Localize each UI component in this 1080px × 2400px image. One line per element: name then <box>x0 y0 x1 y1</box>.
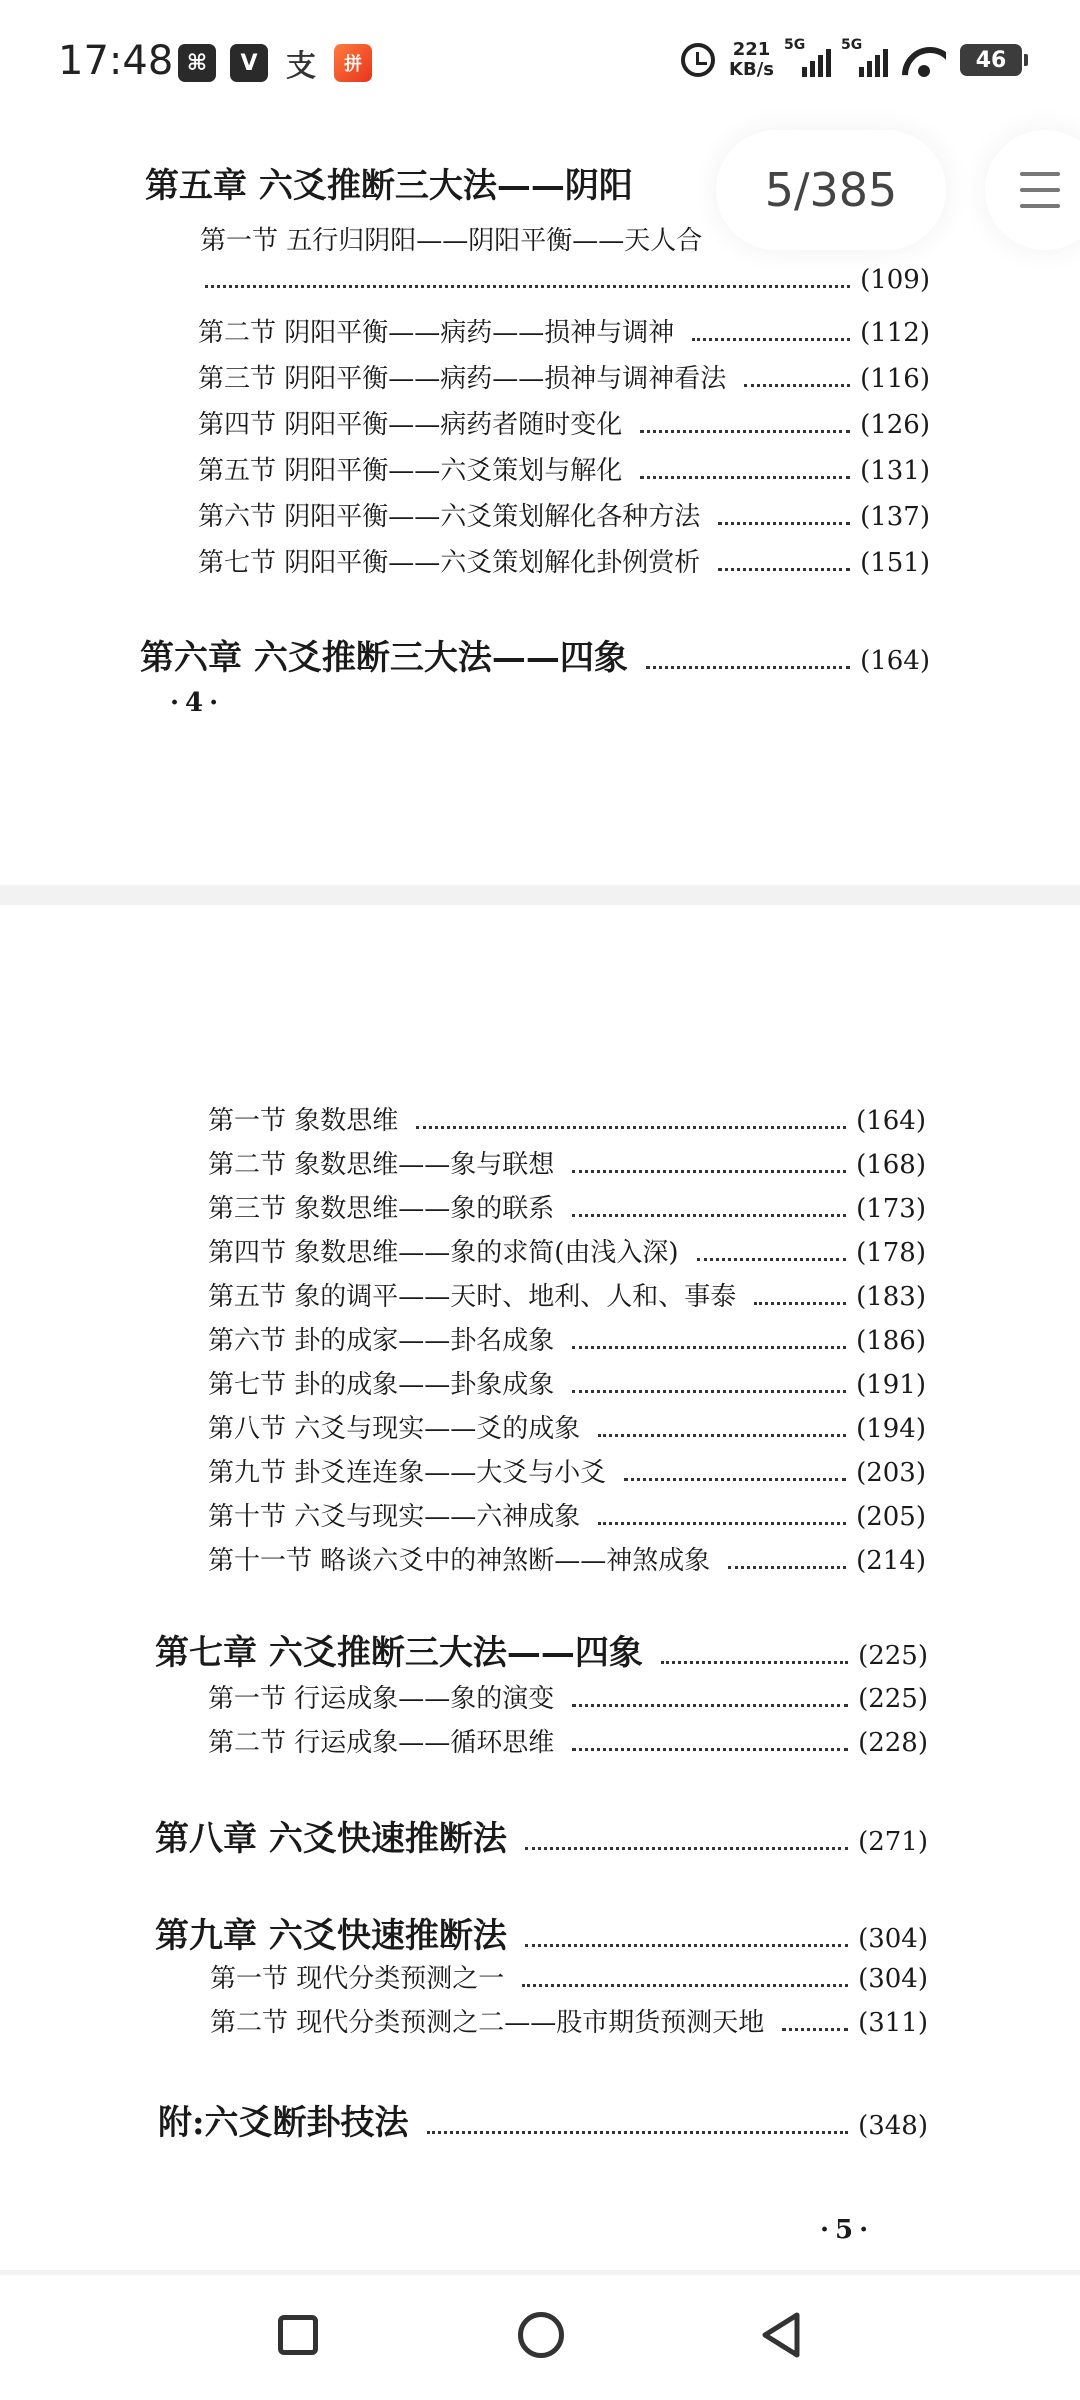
page-folio: ·4· <box>170 688 225 718</box>
toc-section-title: 第二节 象数思维——象与联想 <box>208 1150 555 1180</box>
toc-section[interactable] <box>208 1452 926 1489</box>
toc-page-number: (225) <box>858 1684 928 1714</box>
toc-page-number: (116) <box>860 364 930 394</box>
toc-section-continuation[interactable] <box>205 265 930 296</box>
toc-chapter-title: 第九章 六爻快速推断法 <box>155 1916 507 1956</box>
toc-page-number: (183) <box>856 1282 926 1312</box>
toc-section-title: 第一节 行运成象——象的演变 <box>208 1684 555 1714</box>
toc-section-title: 第五节 阴阳平衡——六爻策划与解化 <box>198 456 623 486</box>
toc-appendix[interactable] <box>158 2095 928 2144</box>
network-speed-unit: KB/s <box>729 59 774 80</box>
toc-section-title: 第六节 阴阳平衡——六爻策划解化各种方法 <box>198 502 701 532</box>
toc-section-title: 第六节 卦的成家——卦名成象 <box>208 1326 555 1356</box>
toc-leader-dots <box>718 568 850 571</box>
toc-page-number: (191) <box>856 1370 926 1400</box>
toc-leader-dots <box>640 430 850 433</box>
toc-chapter-title: 第六章 六爻推断三大法——四象 <box>140 638 628 678</box>
toc-page-number: (168) <box>856 1150 926 1180</box>
toc-leader-dots <box>661 1661 848 1664</box>
toc-chapter-title: 第五章 六爻推断三大法——阴阳 <box>145 166 633 206</box>
status-clock: 17:48 <box>58 38 174 84</box>
toc-section[interactable] <box>208 1364 926 1401</box>
toc-chapter-title: 第八章 六爻快速推断法 <box>155 1819 507 1859</box>
signal-label-sim2: 5G <box>841 37 863 53</box>
toc-section[interactable] <box>198 542 930 579</box>
toc-section[interactable] <box>208 1678 928 1715</box>
toc-chapter-8[interactable] <box>155 1811 928 1860</box>
home-button[interactable] <box>518 2312 564 2358</box>
toc-page-number: (304) <box>858 1964 928 1994</box>
app-notification-icon: ⌘ <box>178 44 216 82</box>
document-page[interactable] <box>0 905 1080 2270</box>
toc-leader-dots <box>572 1170 846 1173</box>
toc-section[interactable] <box>208 1320 926 1357</box>
toc-section[interactable] <box>208 1188 926 1225</box>
battery-icon: 46 <box>960 44 1022 76</box>
toc-section-title: 第七节 阴阳平衡——六爻策划解化卦例赏析 <box>198 548 701 578</box>
toc-section[interactable] <box>208 1496 926 1533</box>
toc-chapter-title: 第七章 六爻推断三大法——四象 <box>155 1633 643 1673</box>
toc-page-number: (173) <box>856 1194 926 1224</box>
toc-page-number: (203) <box>856 1458 926 1488</box>
toc-section[interactable] <box>208 1276 926 1313</box>
toc-section-title: 第二节 行运成象——循环思维 <box>208 1728 555 1758</box>
toc-page-number: (109) <box>860 265 930 295</box>
menu-icon-bar <box>1020 188 1060 192</box>
toc-page-number: (225) <box>858 1641 928 1671</box>
menu-icon-bar <box>1020 204 1060 208</box>
toc-section-title: 第二节 阴阳平衡——病药——损神与调神 <box>198 318 675 348</box>
toc-page-number: (131) <box>860 456 930 486</box>
toc-section-title: 第十一节 略谈六爻中的神煞断——神煞成象 <box>208 1546 711 1576</box>
toc-leader-dots <box>692 338 850 341</box>
toc-page-number: (151) <box>860 548 930 578</box>
toc-chapter-5[interactable] <box>145 158 705 207</box>
toc-section[interactable] <box>210 2002 928 2039</box>
toc-chapter-7[interactable] <box>155 1625 928 1674</box>
toc-section-title: 第九节 卦爻连连象——大爻与小爻 <box>208 1458 607 1488</box>
toc-section-title: 第三节 阴阳平衡——病药——损神与调神看法 <box>198 364 727 394</box>
toc-leader-dots <box>697 1258 847 1261</box>
alipay-notification-icon: 支 <box>286 49 316 84</box>
toc-page-number: (194) <box>856 1414 926 1444</box>
toc-section[interactable] <box>208 1408 926 1445</box>
toc-chapter-6[interactable] <box>140 630 930 679</box>
toc-leader-dots <box>754 1302 846 1305</box>
toc-section[interactable] <box>198 312 930 349</box>
toc-leader-dots <box>572 1214 846 1217</box>
toc-leader-dots <box>572 1704 848 1707</box>
toc-section[interactable] <box>200 220 725 257</box>
toc-leader-dots <box>416 1126 846 1129</box>
toc-page-number: (164) <box>856 1106 926 1136</box>
toc-section[interactable] <box>208 1722 928 1759</box>
signal-icon-sim1 <box>784 37 831 77</box>
toc-section[interactable] <box>198 404 930 441</box>
toc-leader-dots <box>525 1944 848 1947</box>
page-indicator[interactable]: 5/385 <box>716 130 946 250</box>
toc-section[interactable] <box>198 450 930 487</box>
toc-section-title: 第三节 象数思维——象的联系 <box>208 1194 555 1224</box>
recents-button[interactable] <box>278 2315 318 2355</box>
toc-page-number: (112) <box>860 318 930 348</box>
toc-section-title: 第五节 象的调平——天时、地利、人和、事泰 <box>208 1282 737 1312</box>
toc-section-title: 第一节 现代分类预测之一 <box>210 1964 505 1994</box>
toc-page-number: (304) <box>858 1924 928 1954</box>
toc-leader-dots <box>646 666 850 669</box>
toc-page-number: (348) <box>858 2111 928 2141</box>
toc-leader-dots <box>782 2028 848 2031</box>
toc-section[interactable] <box>198 358 930 395</box>
toc-leader-dots <box>744 384 850 387</box>
signal-label-sim1: 5G <box>784 37 806 53</box>
network-speed-value: 221 <box>732 39 771 60</box>
shopping-app-notification-icon: 拼 <box>334 44 372 82</box>
toc-section[interactable] <box>208 1100 926 1137</box>
wifi-icon <box>902 43 946 77</box>
toc-section-title: 第四节 象数思维——象的求简(由浅入深) <box>208 1238 679 1268</box>
toc-leader-dots <box>728 1566 846 1569</box>
toc-page-number: (178) <box>856 1238 926 1268</box>
menu-icon-bar <box>1020 172 1060 176</box>
toc-page-number: (126) <box>860 410 930 440</box>
toc-leader-dots <box>718 522 850 525</box>
toc-leader-dots <box>572 1748 848 1751</box>
toc-section-title: 第七节 卦的成象——卦象成象 <box>208 1370 555 1400</box>
toc-page-number: (271) <box>858 1827 928 1857</box>
toc-page-number: (228) <box>858 1728 928 1758</box>
toc-section-title: 第一节 五行归阴阳——阴阳平衡——天人合 <box>200 226 703 256</box>
toc-page-number: (186) <box>856 1326 926 1356</box>
toc-leader-dots <box>598 1522 846 1525</box>
toc-leader-dots <box>624 1478 846 1481</box>
v-app-notification-icon: V <box>230 44 268 82</box>
page-folio: ·5· <box>820 2215 875 2245</box>
navigation-bar <box>0 2275 1080 2400</box>
system-icons <box>681 37 1022 80</box>
toc-section[interactable] <box>208 1232 926 1269</box>
alarm-icon <box>681 43 715 77</box>
toc-section[interactable] <box>208 1540 926 1577</box>
toc-section-title: 第八节 六爻与现实——爻的成象 <box>208 1414 581 1444</box>
toc-page-number: (311) <box>858 2008 928 2038</box>
toc-section[interactable] <box>210 1958 928 1995</box>
toc-page-number: (164) <box>860 646 930 676</box>
toc-section-title: 第十节 六爻与现实——六神成象 <box>208 1502 581 1532</box>
toc-leader-dots <box>598 1434 846 1437</box>
toc-section-title: 第二节 现代分类预测之二——股市期货预测天地 <box>210 2008 765 2038</box>
network-speed <box>729 40 774 80</box>
toc-page-number: (205) <box>856 1502 926 1532</box>
toc-leader-dots <box>525 1847 848 1850</box>
notification-icons <box>178 44 372 82</box>
toc-leader-dots <box>572 1346 846 1349</box>
toc-section-title: 第一节 象数思维 <box>208 1106 399 1136</box>
signal-icon-sim2 <box>841 37 888 77</box>
toc-section[interactable] <box>198 496 930 533</box>
back-button[interactable] <box>757 2309 809 2361</box>
toc-leader-dots <box>427 2131 849 2134</box>
document-page[interactable] <box>0 130 1080 885</box>
toc-chapter-9[interactable] <box>155 1908 928 1957</box>
toc-page-number: (214) <box>856 1546 926 1576</box>
toc-page-number: (137) <box>860 502 930 532</box>
toc-leader-dots <box>640 476 850 479</box>
toc-section-title: 第四节 阴阳平衡——病药者随时变化 <box>198 410 623 440</box>
status-bar <box>0 0 1080 130</box>
toc-leader-dots <box>572 1390 846 1393</box>
toc-chapter-title: 附:六爻断卦技法 <box>158 2103 409 2143</box>
toc-section[interactable] <box>208 1144 926 1181</box>
toc-leader-dots <box>522 1984 848 1987</box>
toc-leader-dots <box>205 285 850 288</box>
